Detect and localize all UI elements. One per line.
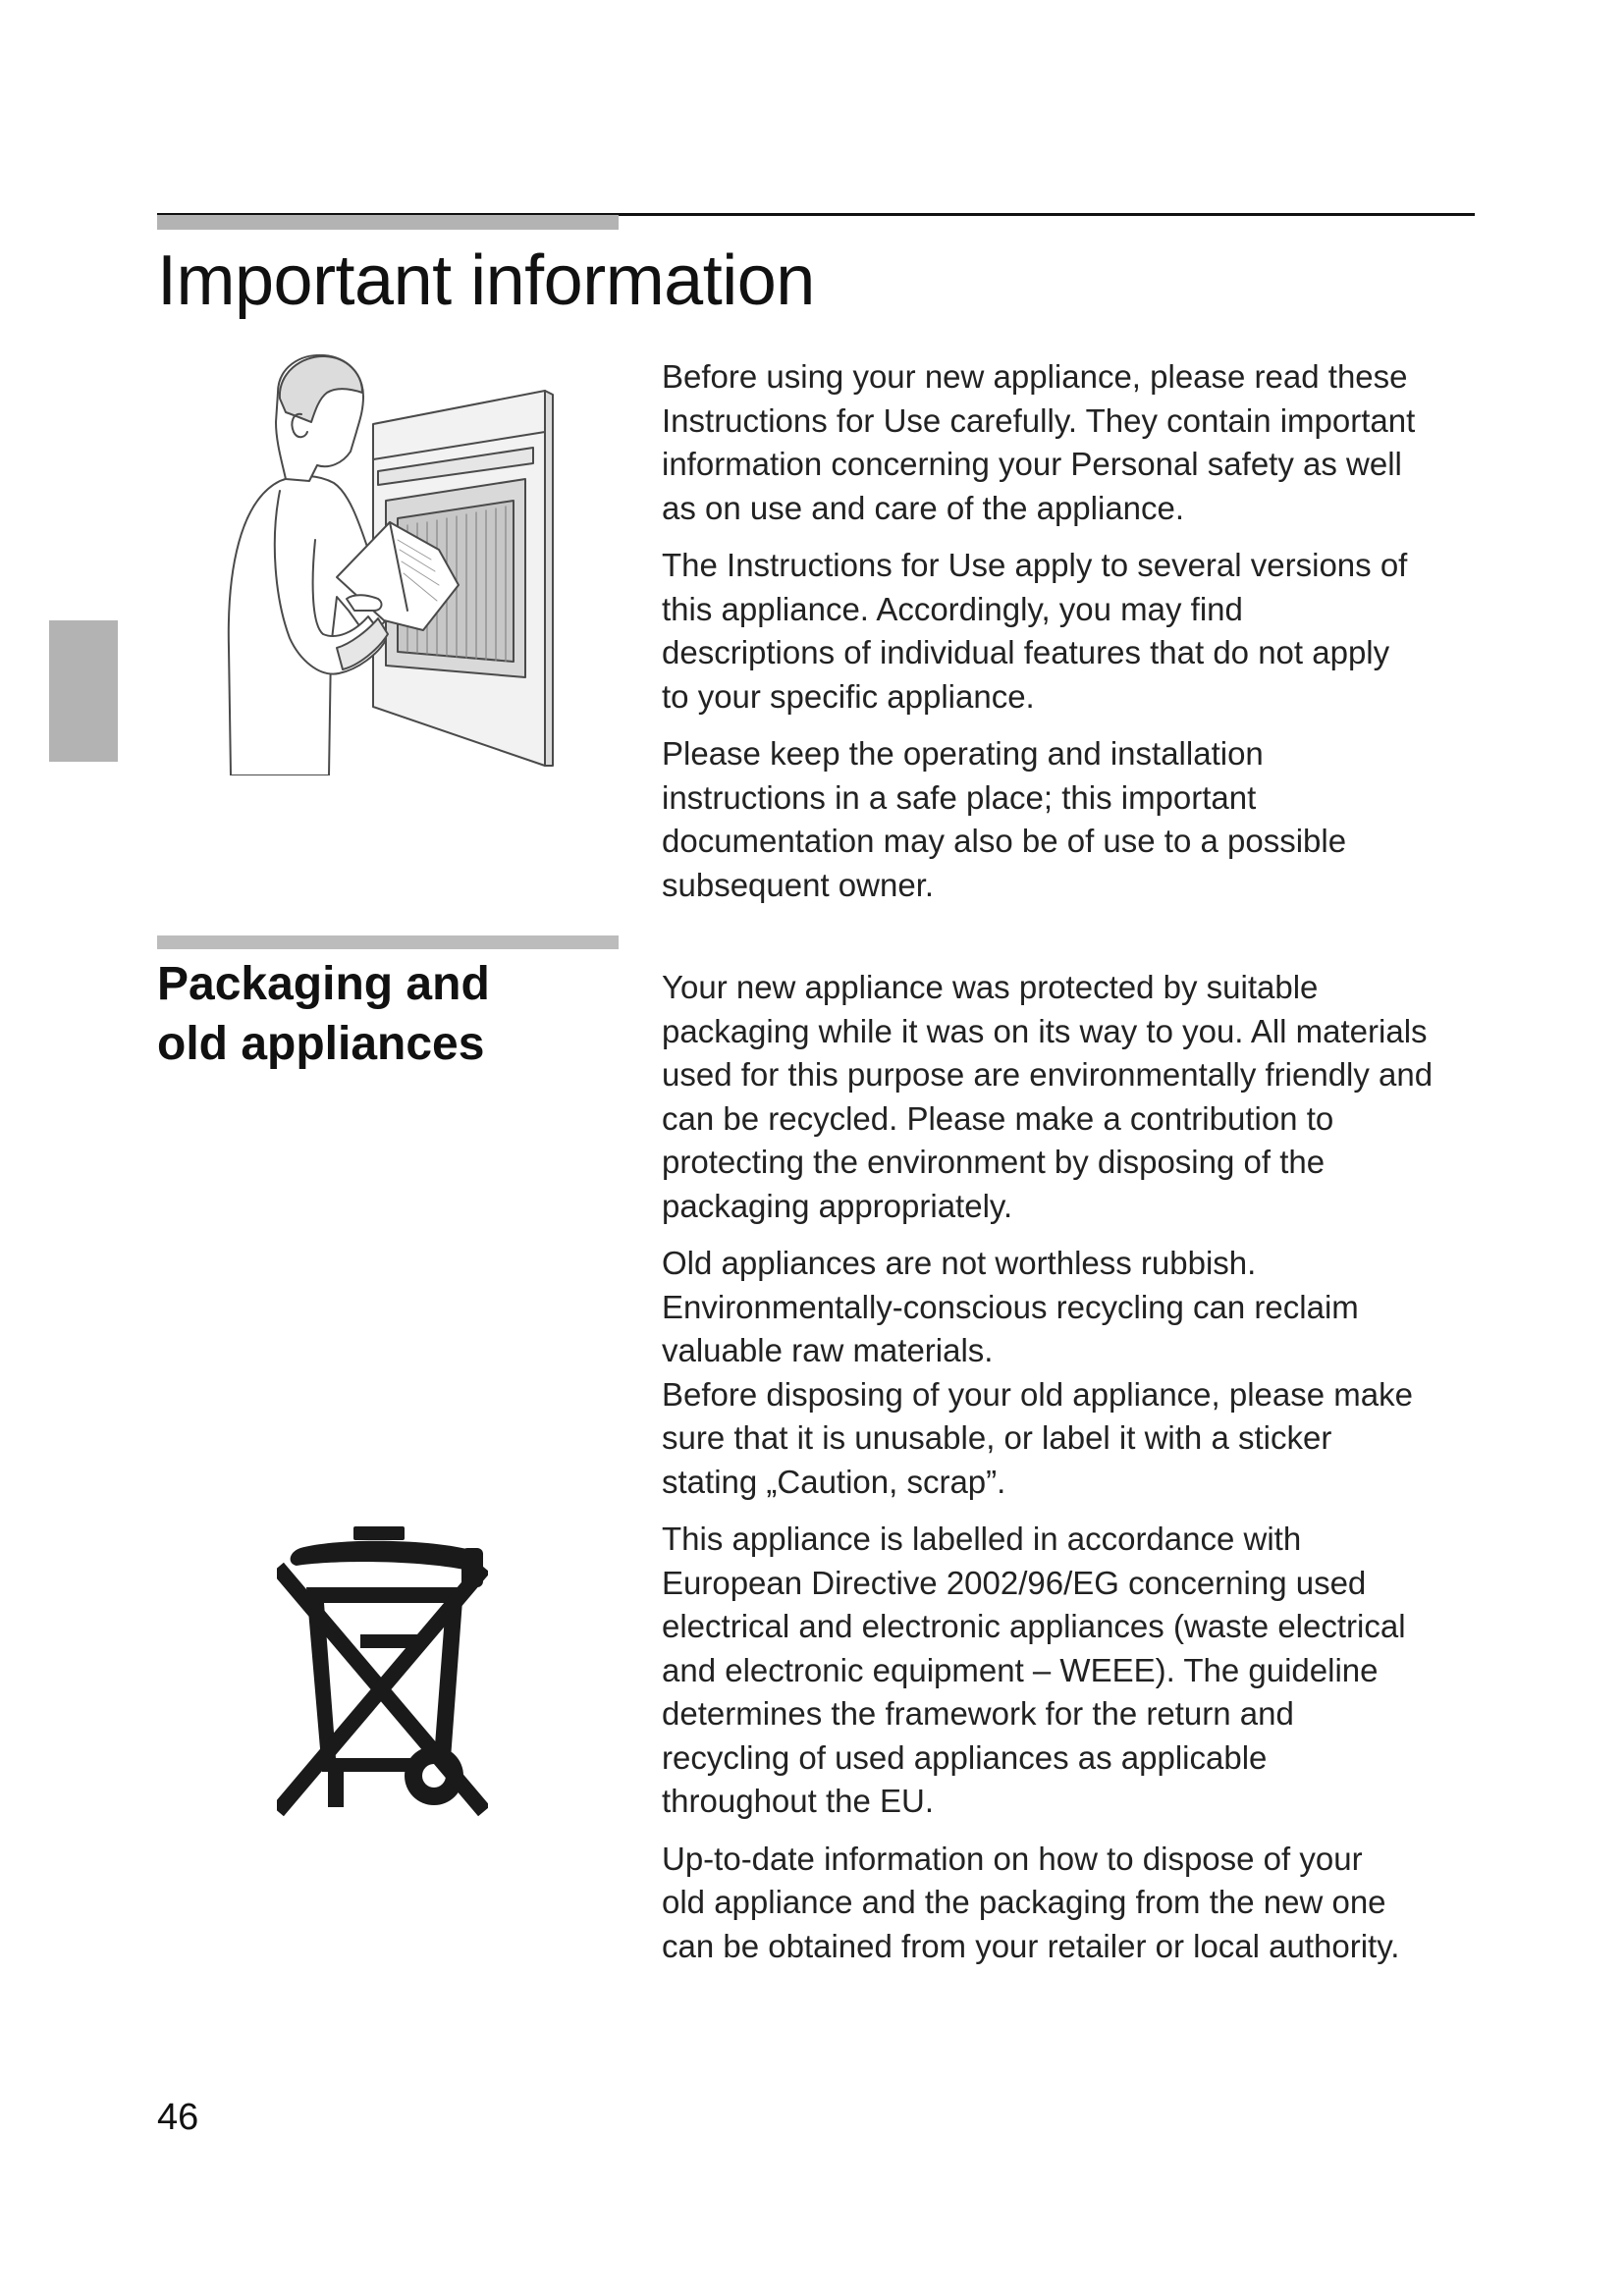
packaging-section-heading: Packaging and old appliances <box>157 958 490 1070</box>
person-reading-manual-illustration <box>221 353 574 775</box>
section-divider-bar <box>157 935 619 949</box>
intro-paragraph-2: The Instructions for Use apply to several versions of this appliance. Accordingly, you may find descriptions of individual features that do not apply to your specific appliance. <box>662 547 1408 715</box>
header-accent-bar <box>157 215 619 230</box>
packaging-paragraph-4: Up-to-date information on how to dispose of your old appliance and the packaging from the new one can be obtained from your retailer or local authority. <box>662 1840 1400 1964</box>
page-title: Important information <box>157 241 815 320</box>
packaging-paragraph-1: Your new appliance was protected by suitable packaging while it was on its way to you. All materials used for this purpose are environmentally friendly and can be recycled. Please make a contribution to protecting the environment by disposing of the packaging appropriately. <box>662 969 1434 1224</box>
packaging-paragraph-2: Old appliances are not worthless rubbish. Environmentally-conscious recycling can reclaim valuable raw materials. Before disposing of your old appliance, please make sure that it is unusable, or label it with a sticker stating „Caution, scrap”. <box>662 1245 1413 1500</box>
crossed-out-wheelie-bin-icon <box>277 1526 488 1826</box>
packaging-text <box>662 966 1487 1982</box>
intro-text <box>662 355 1487 921</box>
packaging-paragraph-3: This appliance is labelled in accordance with European Directive 2002/96/EG concerning used electrical and electronic appliances (waste electrical and electronic equipment – WEEE). The guideline determines the framework for the return and recycling of used appliances as applicable throughout the EU. <box>662 1521 1406 1819</box>
intro-paragraph-1: Before using your new appliance, please read these Instructions for Use carefully. They contain important information concerning your Personal safety as well as on use and care of the appliance. <box>662 358 1416 526</box>
page-number: 46 <box>157 2097 199 2138</box>
intro-paragraph-3: Please keep the operating and installation instructions in a safe place; this important documentation may also be of use to a possible subsequent owner. <box>662 735 1347 903</box>
chapter-tab-marker <box>49 620 118 762</box>
